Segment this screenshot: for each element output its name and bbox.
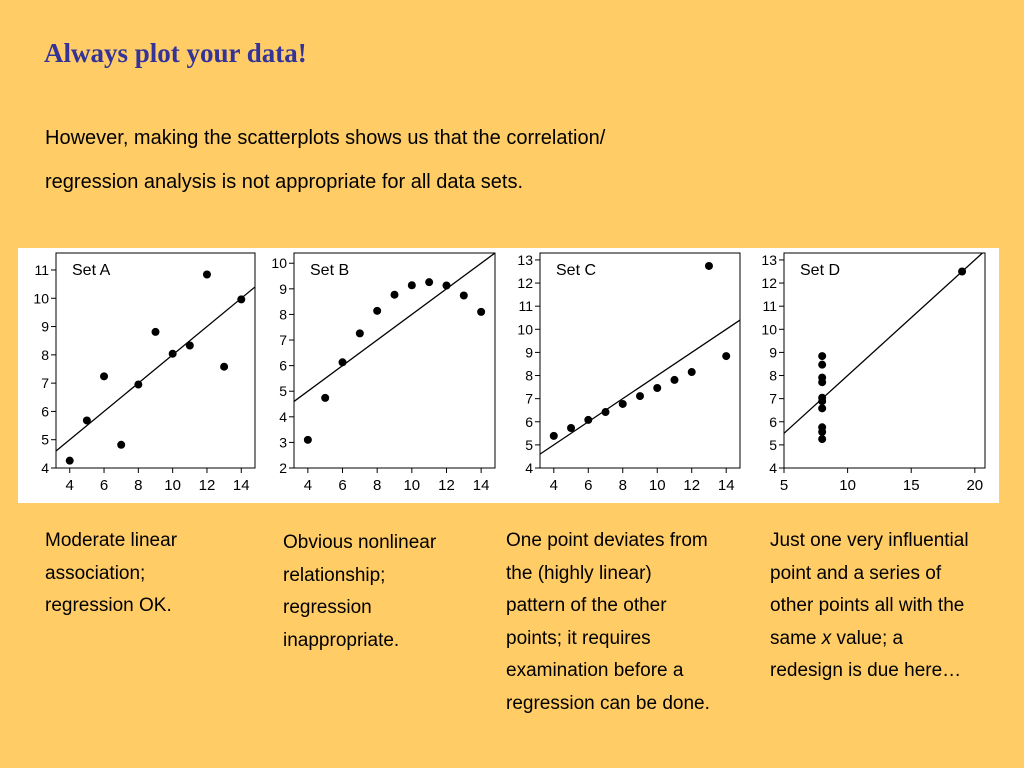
slide-title: Always plot your data! <box>44 38 307 68</box>
data-point <box>83 416 91 424</box>
data-point <box>339 358 347 366</box>
x-tick-label: 12 <box>683 477 701 494</box>
caption-set-d <box>770 525 1015 688</box>
x-tick-label: 5 <box>779 477 789 494</box>
y-tick-label: 7 <box>279 332 287 349</box>
data-point <box>688 368 696 376</box>
data-point <box>373 307 381 315</box>
caption-d-line: Just one very influential <box>770 530 969 551</box>
x-tick-label: 10 <box>839 477 856 494</box>
caption-c-line: examination before a <box>506 660 684 682</box>
intro-line-1: However, making the scatterplots shows us that the correlation/ <box>45 127 606 149</box>
data-point <box>584 416 592 424</box>
data-point <box>477 308 485 316</box>
y-tick-label: 4 <box>41 460 49 476</box>
caption-c-line: the (highly linear) <box>506 562 652 584</box>
data-point <box>100 372 108 380</box>
x-tick-label: 8 <box>373 477 382 494</box>
data-point <box>818 435 826 443</box>
data-point <box>818 374 826 382</box>
intro-line-2: regression analysis is not appropriate for all data sets. <box>45 171 524 193</box>
x-tick-label: 12 <box>198 477 216 494</box>
x-tick-label: 14 <box>717 477 735 494</box>
data-point <box>818 404 826 412</box>
data-point <box>117 441 125 449</box>
data-point <box>818 397 826 405</box>
y-tick-label: 10 <box>517 321 533 338</box>
regression-line <box>784 253 982 433</box>
caption-b-line: regression <box>283 597 372 619</box>
y-tick-label: 7 <box>41 375 49 392</box>
data-point <box>442 282 450 290</box>
y-tick-label: 6 <box>769 413 777 430</box>
y-tick-label: 4 <box>769 460 777 476</box>
y-tick-label: 11 <box>518 298 533 315</box>
caption-d-line <box>770 623 1015 656</box>
x-tick-label: 4 <box>549 477 558 494</box>
caption-d-variable: x <box>821 627 832 649</box>
caption-a-line: association; <box>45 562 146 584</box>
data-point <box>567 424 575 432</box>
x-tick-label: 10 <box>164 477 181 494</box>
data-point <box>958 267 966 275</box>
data-point <box>550 432 558 440</box>
data-point <box>134 381 142 389</box>
chart-title: Set D <box>800 262 841 279</box>
caption-c-line: regression can be done. <box>506 692 710 714</box>
y-tick-label: 13 <box>517 251 533 268</box>
data-point <box>356 329 364 337</box>
scatterplot-panel <box>18 248 999 503</box>
data-point <box>818 428 826 436</box>
y-tick-label: 8 <box>279 306 287 323</box>
data-point <box>169 350 177 358</box>
x-tick-label: 4 <box>303 477 313 494</box>
y-tick-label: 10 <box>761 321 777 338</box>
y-tick-label: 4 <box>525 460 533 476</box>
plot-frame <box>294 253 495 468</box>
x-tick-label: 4 <box>65 477 74 494</box>
caption-d-text: value; a <box>831 627 904 649</box>
chart-title: Set A <box>72 262 111 279</box>
caption-c-line: points; it requires <box>506 627 651 649</box>
caption-set-c <box>506 525 756 721</box>
regression-line <box>540 320 740 454</box>
caption-b-line: Obvious nonlinear <box>283 532 437 553</box>
data-point <box>203 271 211 279</box>
plot-frame <box>540 253 740 468</box>
data-point <box>425 278 433 286</box>
y-tick-label: 7 <box>525 390 533 407</box>
x-tick-label: 12 <box>438 477 455 494</box>
x-tick-label: 8 <box>618 477 627 494</box>
y-tick-label: 10 <box>33 290 49 307</box>
x-tick-label: 10 <box>648 477 666 494</box>
data-point <box>304 436 312 444</box>
caption-set-b <box>283 527 483 657</box>
x-tick-label: 6 <box>338 477 347 494</box>
scatterplot-a <box>33 253 255 494</box>
caption-a-line: Moderate linear <box>45 530 178 551</box>
x-tick-label: 20 <box>966 477 984 494</box>
y-tick-label: 9 <box>769 344 777 361</box>
data-point <box>186 342 194 350</box>
y-tick-label: 7 <box>769 390 777 407</box>
plot-frame <box>784 253 985 468</box>
x-tick-label: 14 <box>472 477 490 494</box>
data-point <box>391 291 399 299</box>
intro-text <box>45 116 805 204</box>
data-point <box>408 281 416 289</box>
data-point <box>705 262 713 270</box>
data-point <box>237 295 245 303</box>
data-point <box>152 328 160 336</box>
y-tick-label: 9 <box>41 318 49 335</box>
data-point <box>619 400 627 408</box>
data-point <box>602 408 610 416</box>
y-tick-label: 5 <box>525 436 533 453</box>
y-tick-label: 11 <box>34 261 49 278</box>
data-point <box>722 352 730 360</box>
data-point <box>220 363 228 371</box>
y-tick-label: 8 <box>769 367 777 384</box>
y-tick-label: 12 <box>517 275 533 292</box>
caption-d-line: redesign is due here… <box>770 660 962 682</box>
x-tick-label: 6 <box>584 477 593 494</box>
y-tick-label: 5 <box>769 436 777 453</box>
y-tick-label: 13 <box>761 251 777 268</box>
plot-frame <box>56 253 255 468</box>
caption-b-line: relationship; <box>283 564 386 586</box>
y-tick-label: 11 <box>762 298 777 315</box>
scatterplot-b <box>271 253 495 494</box>
y-tick-label: 6 <box>525 413 533 430</box>
x-tick-label: 6 <box>99 477 109 494</box>
data-point <box>66 457 74 465</box>
chart-title: Set C <box>556 262 597 279</box>
x-tick-label: 10 <box>403 477 421 494</box>
y-tick-label: 5 <box>41 431 49 448</box>
data-point <box>818 361 826 369</box>
y-tick-label: 3 <box>279 434 287 451</box>
y-tick-label: 5 <box>279 383 287 400</box>
data-point <box>818 352 826 360</box>
caption-a-line: regression OK. <box>45 595 172 617</box>
x-tick-label: 15 <box>902 477 920 494</box>
y-tick-label: 12 <box>761 275 777 292</box>
caption-d-line: point and a series of <box>770 562 942 584</box>
data-point <box>636 392 644 400</box>
data-point <box>670 376 678 384</box>
caption-d-text: same <box>770 627 822 649</box>
caption-b-line: inappropriate. <box>283 629 400 651</box>
y-tick-label: 6 <box>41 403 49 420</box>
caption-c-line: pattern of the other <box>506 595 667 617</box>
data-point <box>321 394 329 402</box>
y-tick-label: 9 <box>525 344 533 361</box>
y-tick-label: 10 <box>271 255 287 272</box>
scatterplot-d <box>761 252 985 494</box>
y-tick-label: 4 <box>279 408 287 425</box>
caption-d-line: other points all with the <box>770 595 965 617</box>
y-tick-label: 6 <box>279 357 287 374</box>
data-point <box>460 291 468 299</box>
data-point <box>653 384 661 392</box>
x-tick-label: 8 <box>134 477 143 494</box>
y-tick-label: 9 <box>279 280 287 297</box>
y-tick-label: 2 <box>279 460 287 476</box>
caption-set-a <box>45 525 245 623</box>
y-tick-label: 8 <box>525 367 533 384</box>
y-tick-label: 8 <box>41 346 49 363</box>
caption-c-line: One point deviates from <box>506 530 708 551</box>
x-tick-label: 14 <box>232 477 250 494</box>
chart-title: Set B <box>310 262 350 279</box>
scatterplots-svg <box>18 248 999 503</box>
scatterplot-c <box>517 252 740 494</box>
